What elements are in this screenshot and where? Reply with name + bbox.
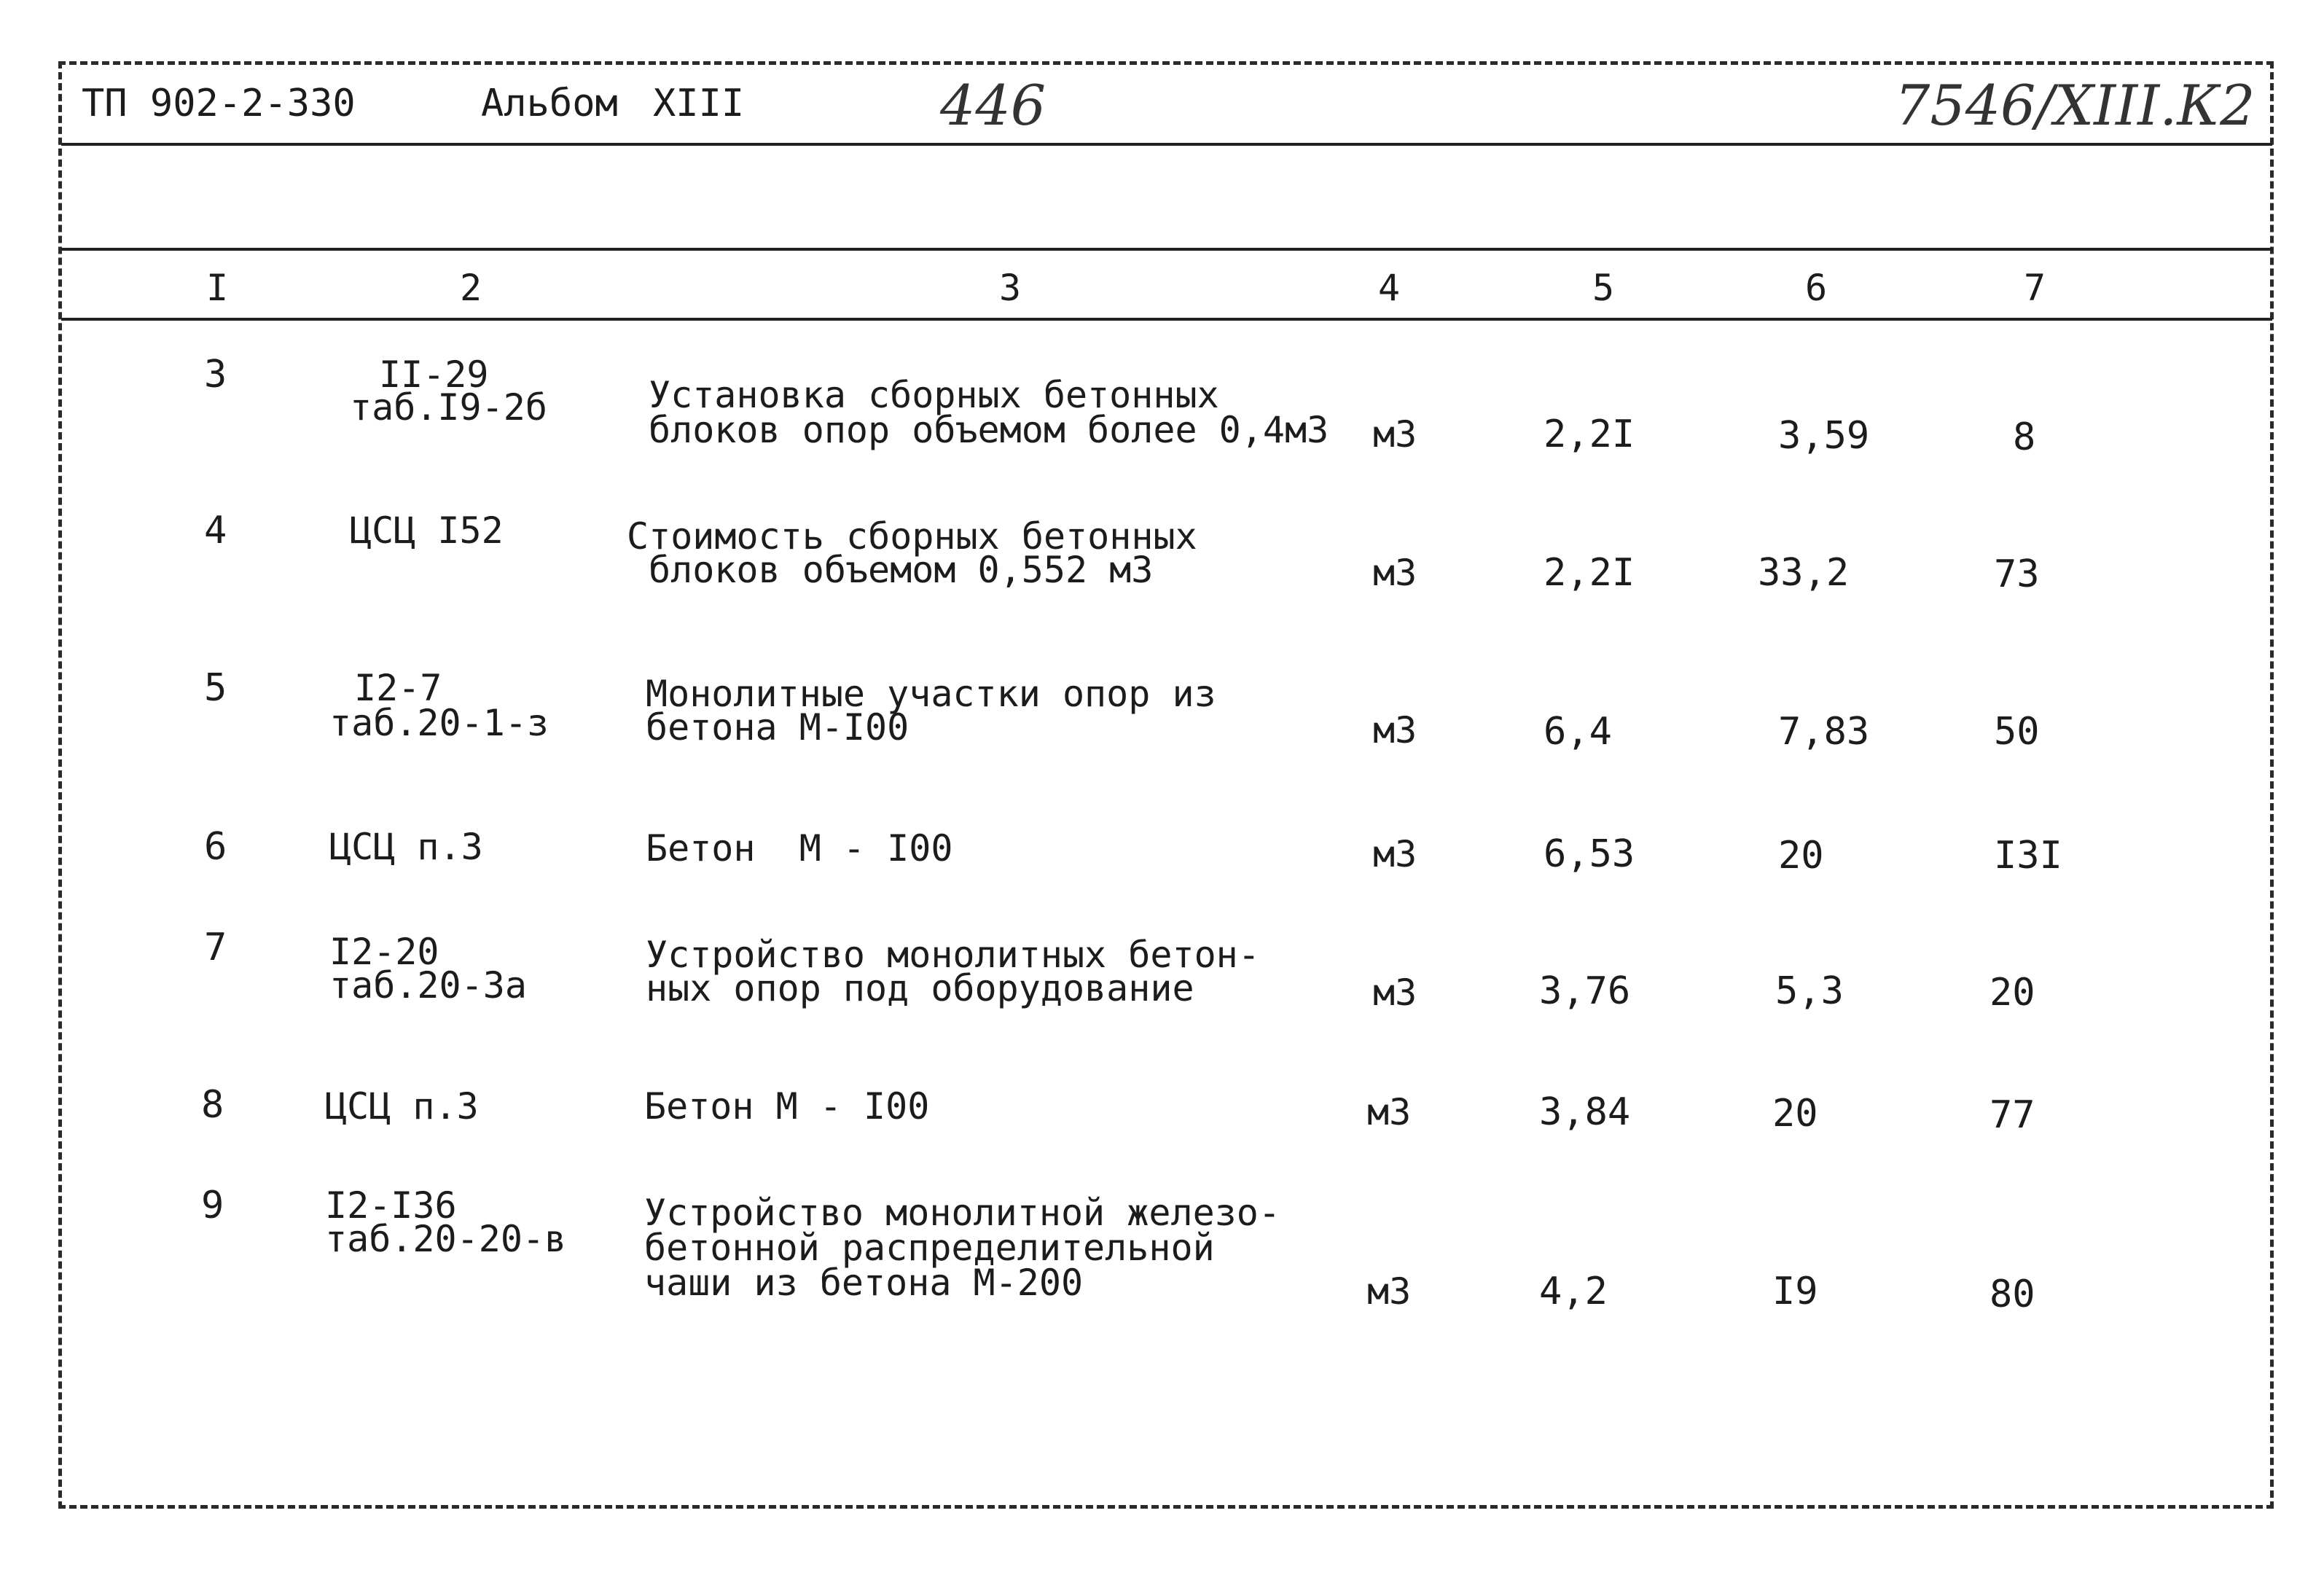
norm-code: ЦСЦ I52: [350, 509, 504, 552]
unit: м3: [1373, 972, 1417, 1014]
unit: м3: [1367, 1091, 1412, 1133]
total: 8: [2013, 415, 2036, 459]
total: 80: [1990, 1273, 2035, 1316]
row-position: 5: [204, 666, 227, 710]
total: 20: [1990, 971, 2035, 1015]
quantity: 2,2I: [1544, 413, 1635, 456]
description: Стоимость сборных бетонных: [627, 515, 1197, 558]
page-number: 446: [940, 73, 1046, 138]
total: I3I: [1994, 834, 2062, 878]
unit-price: 33,2: [1758, 551, 1850, 595]
norm-code: I2-7: [354, 667, 442, 709]
description: блоков объемом 0,552 м3: [649, 549, 1154, 591]
unit: м3: [1373, 552, 1417, 594]
column-number-3: 3: [998, 267, 1022, 309]
quantity: 3,76: [1539, 969, 1631, 1013]
quantity: 6,4: [1544, 710, 1612, 754]
archive-code: 7546/XIII.К2: [1895, 73, 2255, 138]
page-frame: [58, 61, 2274, 1509]
total: 50: [1994, 710, 2040, 754]
header-rule: [61, 143, 2272, 146]
unit: м3: [1373, 833, 1417, 875]
column-number-6: 6: [1804, 267, 1828, 309]
norm-code: II-29: [379, 353, 489, 396]
description: Бетон М - I00: [646, 827, 953, 869]
norm-code: таб.I9-2б: [350, 386, 547, 429]
row-position: 4: [204, 509, 227, 552]
quantity: 6,53: [1544, 832, 1635, 876]
description: Монолитные участки опор из: [646, 673, 1216, 715]
norm-code: I2-20: [329, 931, 439, 973]
unit: м3: [1373, 709, 1417, 751]
norm-code: таб.20-3а: [329, 964, 527, 1007]
album-label: Альбом: [481, 82, 618, 125]
quantity: 3,84: [1539, 1090, 1631, 1134]
description: чаши из бетона М-200: [644, 1262, 1084, 1304]
quantity: 4,2: [1539, 1270, 1608, 1313]
norm-code: ЦСЦ п.3: [325, 1085, 479, 1127]
project-code: ТП 902-2-330: [82, 82, 356, 125]
description: Установка сборных бетонных: [649, 374, 1219, 416]
unit-price: 7,83: [1778, 710, 1870, 754]
column-number-1: I: [206, 267, 229, 309]
description: ных опор под оборудование: [646, 967, 1194, 1009]
row-position: 3: [204, 353, 227, 396]
description: бетонной распределительной: [644, 1227, 1215, 1269]
row-position: 9: [201, 1184, 224, 1227]
column-number-7: 7: [2023, 267, 2046, 309]
description: Устройство монолитной железо-: [644, 1192, 1280, 1234]
album-number: XIII: [653, 82, 745, 125]
unit-price: 20: [1772, 1092, 1818, 1136]
description: Бетон М - I00: [644, 1085, 930, 1127]
row-position: 6: [204, 825, 227, 869]
unit-price: I9: [1772, 1270, 1818, 1313]
description: Устройство монолитных бетон-: [646, 934, 1260, 976]
unit-price: 5,3: [1775, 969, 1844, 1013]
column-number-4: 4: [1377, 267, 1401, 309]
norm-code: ЦСЦ п.3: [329, 826, 483, 868]
norm-code: таб.20-1-з: [329, 702, 549, 744]
description: бетона М-I00: [646, 706, 909, 749]
unit-price: 3,59: [1778, 414, 1870, 458]
total: 77: [1990, 1093, 2035, 1137]
column-number-2: 2: [459, 267, 482, 309]
row-position: 8: [201, 1083, 224, 1127]
quantity: 2,2I: [1544, 551, 1635, 595]
column-number-5: 5: [1592, 267, 1615, 309]
description: блоков опор объемом более 0,4м3: [649, 409, 1329, 451]
norm-code: таб.20-20-в: [325, 1218, 567, 1260]
row-position: 7: [204, 926, 227, 969]
unit: м3: [1373, 413, 1417, 456]
table-top-rule: [61, 248, 2272, 251]
unit-price: 20: [1778, 834, 1824, 878]
column-header-rule: [61, 318, 2272, 321]
norm-code: I2-I36: [325, 1184, 457, 1227]
total: 73: [1994, 552, 2040, 596]
unit: м3: [1367, 1270, 1412, 1313]
